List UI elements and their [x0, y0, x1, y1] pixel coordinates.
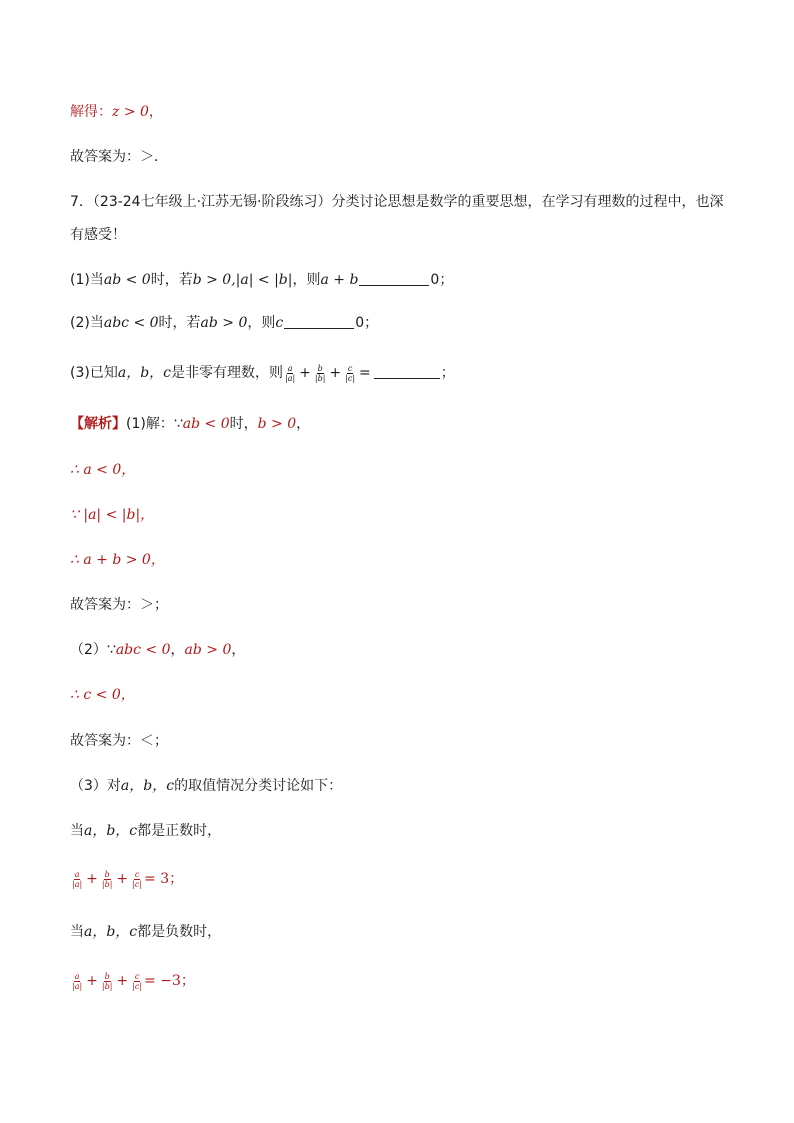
result-value: = 3； — [144, 871, 184, 887]
answer-blank[interactable] — [374, 364, 440, 379]
frac-den: |c| — [132, 879, 143, 889]
answer-label: 故答案为： — [70, 597, 140, 613]
answer-line-1 — [70, 595, 168, 615]
text: 时， — [229, 416, 258, 432]
frac-num: a — [287, 363, 293, 373]
text: ； — [440, 365, 455, 381]
fraction-a — [284, 364, 296, 383]
frac-den: |a| — [72, 981, 83, 991]
text: (1)解：∵ — [126, 416, 183, 432]
frac-num: a — [74, 869, 80, 879]
solution-line-7 — [70, 776, 342, 796]
question-7-line-2: 有感受！ — [70, 227, 126, 243]
math-expr: ab > 0 — [184, 642, 232, 658]
question-part-1 — [70, 270, 453, 290]
case-negative-result — [70, 971, 195, 991]
math-expr: ab > 0 — [200, 315, 248, 331]
text: (3)已知 — [70, 365, 118, 381]
text: 时，若 — [158, 315, 201, 331]
text: 当 — [70, 924, 84, 940]
answer-blank[interactable] — [359, 271, 429, 286]
fraction-c — [131, 972, 143, 991]
text: ， — [231, 642, 246, 658]
text: ， — [296, 416, 311, 432]
punct: ． — [154, 149, 168, 165]
text: （3）对 — [70, 778, 121, 794]
math-expr: abc < 0 — [103, 315, 159, 331]
text: 当 — [70, 823, 84, 839]
solution-line-1 — [70, 414, 310, 434]
fraction-a — [71, 870, 83, 889]
frac-den: |a| — [72, 879, 83, 889]
math-expr: b > 0 — [257, 416, 297, 432]
question-part-3 — [70, 363, 455, 383]
text: （2）∵ — [70, 642, 116, 658]
plus-sign: + — [329, 365, 342, 381]
fraction-b — [314, 364, 327, 383]
frac-den: |b| — [314, 373, 326, 383]
answer-value: ＞ — [140, 149, 154, 165]
result-value: = −3； — [144, 973, 195, 989]
answer-label: 故答案为： — [70, 733, 140, 749]
text: 的取值情况分类讨论如下： — [174, 778, 343, 794]
text: (1)当 — [70, 272, 104, 288]
solution-line-5 — [70, 640, 245, 660]
solve-label: 解得： — [70, 104, 112, 120]
math-expr: abc < 0 — [115, 642, 171, 658]
plus-sign: + — [86, 973, 98, 989]
fraction-b — [101, 870, 114, 889]
math-expr: a + b — [320, 272, 359, 288]
math-vars: a，b，c — [117, 365, 171, 381]
analysis-tag: 【解析】 — [70, 416, 126, 432]
fraction-b — [101, 972, 114, 991]
case-negative — [70, 922, 221, 942]
equals-sign: = — [359, 365, 371, 381]
text: ，则 — [292, 272, 321, 288]
math-vars: a，b，c — [120, 778, 175, 794]
text: (2)当 — [70, 315, 104, 331]
text: 0； — [355, 315, 379, 331]
frac-num: b — [104, 869, 110, 879]
plus-sign: + — [299, 365, 311, 381]
fraction-a — [71, 972, 83, 991]
frac-den: |b| — [101, 981, 113, 991]
text: 时，若 — [150, 272, 193, 288]
math-vars: a，b，c — [84, 924, 138, 940]
frac-den: |a| — [285, 373, 296, 383]
text: 都是负数时， — [137, 924, 222, 940]
case-positive-result — [70, 869, 183, 889]
math-vars: a，b，c — [84, 823, 138, 839]
answer-blank[interactable] — [284, 314, 354, 329]
frac-num: a — [74, 971, 80, 981]
answer-line-prev — [70, 147, 168, 167]
math-expr: c — [275, 315, 284, 331]
text: 是非零有理数，则 — [171, 365, 283, 381]
plus-sign: + — [116, 973, 129, 989]
math-expr: ab < 0 — [103, 272, 151, 288]
solve-line — [70, 102, 163, 122]
math-expr: ab < 0 — [182, 416, 230, 432]
case-positive — [70, 821, 221, 841]
answer-line-2 — [70, 731, 168, 751]
question-7-line-1: 7．（23-24七年级上·江苏无锡·阶段练习）分类讨论思想是数学的重要思想，在学习有理数的过程中，也深 — [70, 194, 724, 210]
frac-num: c — [134, 971, 140, 981]
text: ，则 — [247, 315, 276, 331]
frac-num: c — [134, 869, 140, 879]
plus-sign: + — [116, 871, 129, 887]
solution-line-4: ∴ a + b > 0， — [70, 552, 165, 568]
frac-den: |b| — [101, 879, 113, 889]
answer-value: ＞； — [140, 597, 168, 613]
plus-sign: + — [86, 871, 98, 887]
solution-line-6: ∴ c < 0， — [70, 687, 135, 703]
fraction-c — [131, 870, 143, 889]
frac-num: c — [347, 363, 353, 373]
solution-line-2: ∴ a < 0， — [70, 462, 136, 478]
answer-value: ＜； — [140, 733, 168, 749]
fraction-c — [344, 364, 356, 383]
answer-label: 故答案为： — [70, 149, 140, 165]
text: ， — [170, 642, 185, 658]
math-expr: b > 0,|a| < |b| — [192, 272, 293, 288]
text: 0； — [430, 272, 454, 288]
punct: ， — [148, 104, 163, 120]
solution-line-3: ∵ |a| < |b|， — [70, 507, 155, 523]
frac-den: |c| — [132, 981, 143, 991]
solve-expr: z > 0 — [112, 104, 149, 120]
question-part-2 — [70, 313, 378, 333]
frac-den: |c| — [345, 373, 356, 383]
frac-num: b — [317, 363, 323, 373]
frac-num: b — [104, 971, 110, 981]
text: 都是正数时， — [137, 823, 222, 839]
